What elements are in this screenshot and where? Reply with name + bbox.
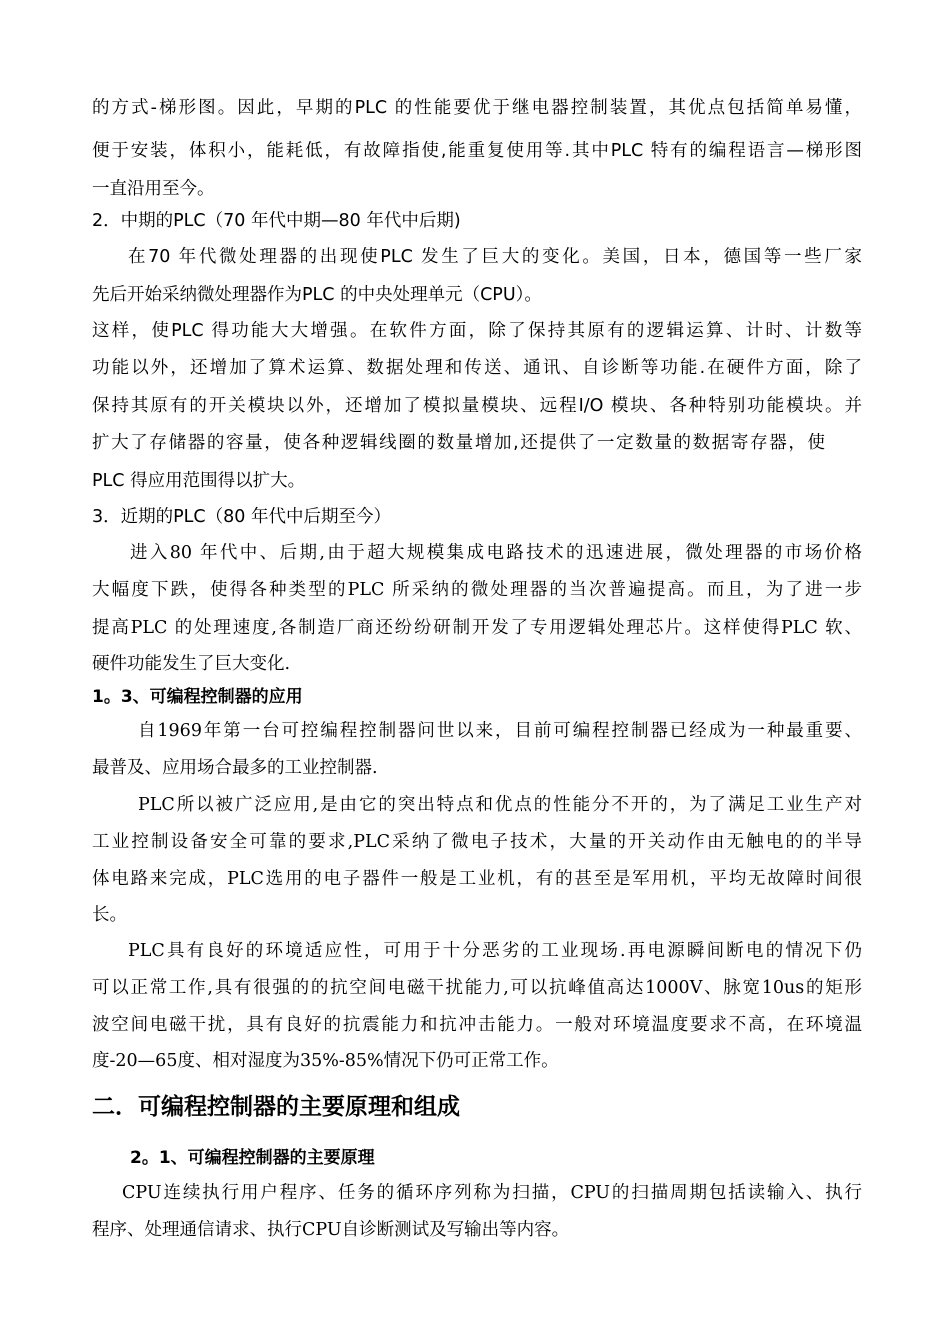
section-heading: 2。1、可编程控制器的主要原理 <box>130 1148 375 1168</box>
paragraph-line: 这样，使PLC 得功能大大增强。在软件方面，除了保持其原有的逻辑运算、计时、计数等 <box>92 321 862 341</box>
chapter-heading: 二．可编程控制器的主要原理和组成 <box>92 1094 460 1120</box>
paragraph-line: 程序、处理通信请求、执行CPU自诊断测试及写输出等内容。 <box>92 1220 570 1240</box>
paragraph-line: 长。 <box>92 905 127 925</box>
paragraph-line: PLC具有良好的环境适应性，可用于十分恶劣的工业现场.再电源瞬间断电的情况下仍 <box>128 941 862 961</box>
paragraph-line: 大幅度下跌，使得各种类型的PLC 所采纳的微处理器的当次普遍提高。而且，为了进一步 <box>92 580 862 600</box>
paragraph-line: 进入80 年代中、后期,由于超大规模集成电路技术的迅速进展，微处理器的市场价格 <box>130 543 862 563</box>
paragraph-line: 最普及、应用场合最多的工业控制器. <box>92 758 378 778</box>
paragraph-line: 扩大了存储器的容量，使各种逻辑线圈的数量增加,还提供了一定数量的数据寄存器，使 <box>92 433 825 453</box>
paragraph-line: 的方式-梯形图。因此，早期的PLC 的性能要优于继电器控制装置，其优点包括简单易懂， <box>92 98 862 118</box>
paragraph-line: 硬件功能发生了巨大变化. <box>92 654 291 674</box>
paragraph-line: 工业控制设备安全可靠的要求,PLC采纳了微电子技术，大量的开关动作由无触电的的半导 <box>92 832 862 852</box>
paragraph-line: 可以正常工作,具有很强的的抗空间电磁干扰能力,可以抗峰值高达1000V、脉宽10us的矩形 <box>92 978 862 998</box>
paragraph-line: 保持其原有的开关模块以外，还增加了模拟量模块、远程I/O 模块、各种特别功能模块。并 <box>92 396 862 416</box>
paragraph-line: 自1969年第一台可控编程控制器问世以来，目前可编程控制器已经成为一种最重要、 <box>138 721 862 741</box>
paragraph-line: 功能以外，还增加了算术运算、数据处理和传送、通讯、自诊断等功能.在硬件方面，除了 <box>92 358 862 378</box>
paragraph-line: PLC 得应用范围得以扩大。 <box>92 471 306 491</box>
list-item-heading: 2．中期的PLC（70 年代中期—80 年代中后期) <box>92 211 461 231</box>
section-heading: 1。3、可编程控制器的应用 <box>92 687 303 707</box>
paragraph-line: 在70 年代微处理器的出现使PLC 发生了巨大的变化。美国，日本，德国等一些厂家 <box>128 247 862 267</box>
paragraph-line: 一直沿用至今。 <box>92 179 215 199</box>
paragraph-line: 波空间电磁干扰，具有良好的抗震能力和抗冲击能力。一般对环境温度要求不高，在环境温 <box>92 1015 862 1035</box>
list-item-heading: 3．近期的PLC（80 年代中后期至今） <box>92 507 391 527</box>
paragraph-line: 先后开始采纳微处理器作为PLC 的中央处理单元（CPU）。 <box>92 285 542 305</box>
paragraph-line: PLC所以被广泛应用,是由它的突出特点和优点的性能分不开的，为了满足工业生产对 <box>138 795 862 815</box>
paragraph-line: CPU连续执行用户程序、任务的循环序列称为扫描，CPU的扫描周期包括读输入、执行 <box>122 1183 862 1203</box>
paragraph-line: 便于安装，体积小，能耗低，有故障指使,能重复使用等.其中PLC 特有的编程语言—梯形图 <box>92 141 862 161</box>
paragraph-line: 度-20—65度、相对湿度为35%-85%情况下仍可正常工作。 <box>92 1051 559 1071</box>
paragraph-line: 体电路来完成，PLC选用的电子器件一般是工业机，有的甚至是军用机，平均无故障时间很 <box>92 869 862 889</box>
paragraph-line: 提高PLC 的处理速度,各制造厂商还纷纷研制开发了专用逻辑处理芯片。这样使得PLC 软、 <box>92 618 862 638</box>
